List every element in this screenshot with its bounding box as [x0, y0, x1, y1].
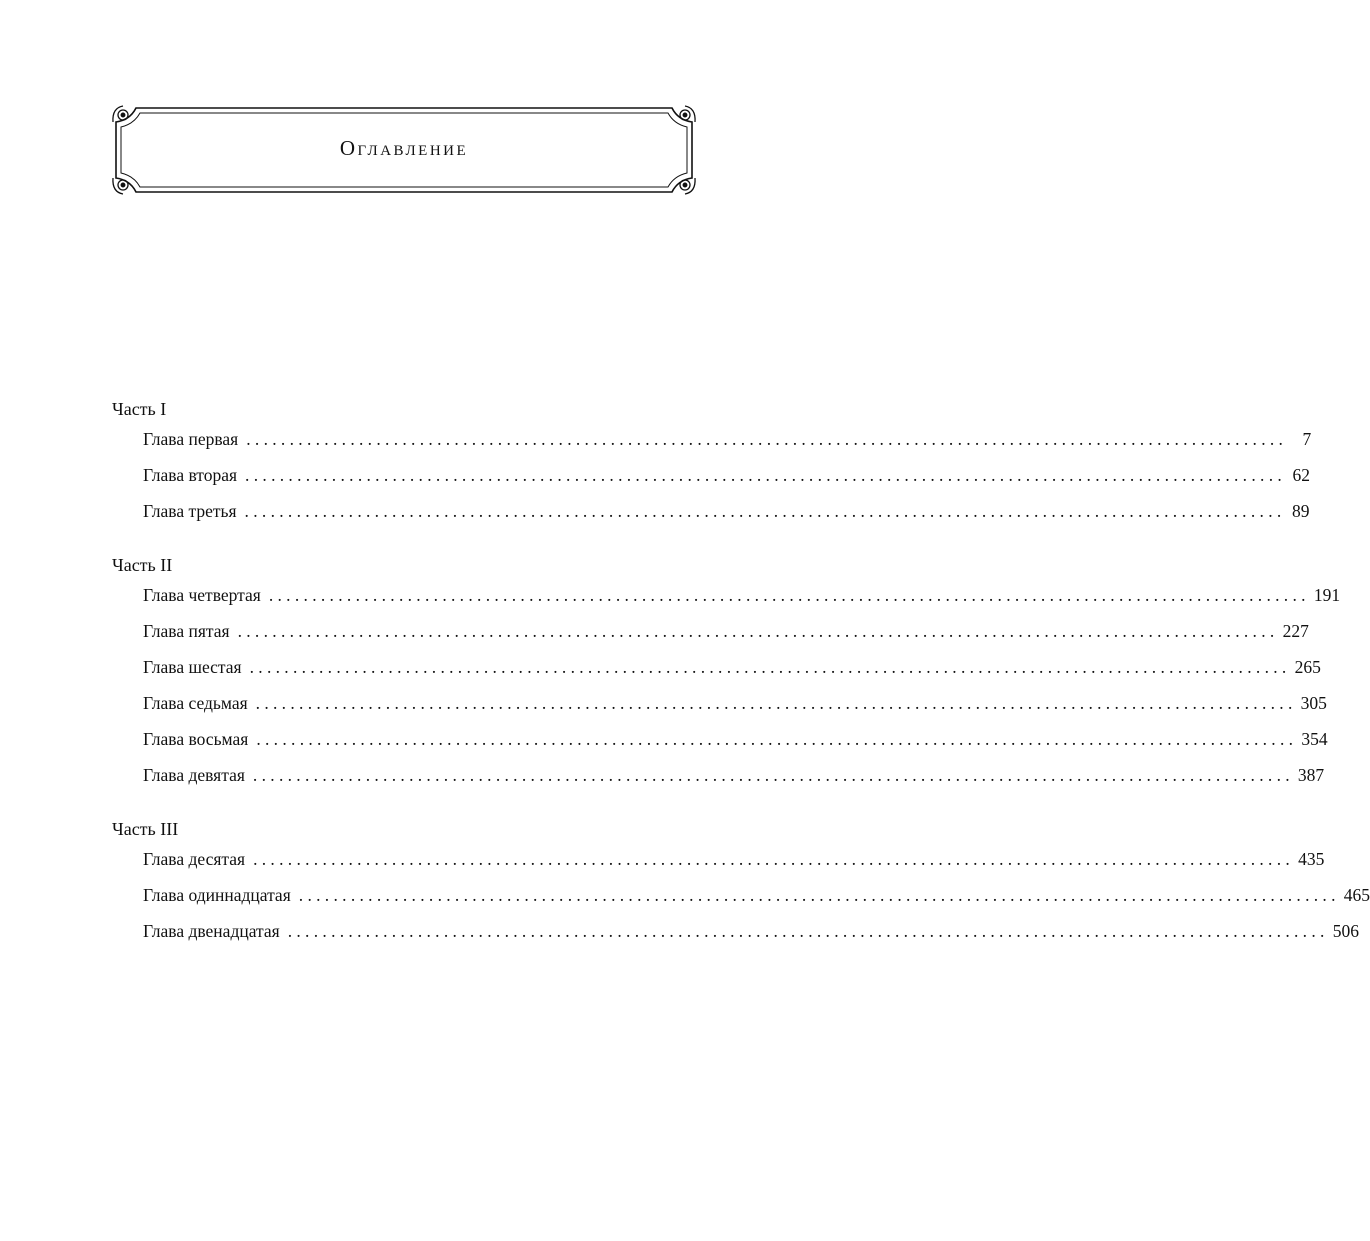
chapter-title: Глава первая — [143, 429, 239, 449]
toc-entry[interactable] — [112, 848, 1325, 884]
toc-entry[interactable] — [112, 428, 1312, 464]
page-number: 506 — [1332, 921, 1359, 941]
dot-leader: ........................................................................................................................ — [252, 765, 1294, 785]
table-of-contents — [112, 398, 1370, 974]
page-number: 265 — [1294, 657, 1321, 677]
toc-entry[interactable] — [112, 920, 1359, 956]
toc-entry[interactable] — [112, 884, 1370, 920]
chapter-title: Глава одиннадцатая — [143, 885, 291, 905]
chapter-list — [112, 584, 1341, 800]
dot-leader: ........................................................................................................................ — [237, 621, 1279, 641]
page-number: 465 — [1343, 885, 1370, 905]
chapter-title: Глава седьмая — [143, 693, 248, 713]
page-number: 354 — [1301, 729, 1328, 749]
part-heading: Часть III — [112, 819, 179, 839]
toc-entry[interactable] — [112, 464, 1311, 500]
dot-leader: ........................................................................................................................ — [249, 657, 1291, 677]
chapter-title: Глава девятая — [143, 765, 245, 785]
chapter-title: Глава шестая — [143, 657, 242, 677]
dot-leader: ........................................................................................................................ — [256, 729, 1298, 749]
dot-leader: ........................................................................................................................ — [244, 501, 1286, 521]
dot-leader: ........................................................................................................................ — [268, 585, 1310, 605]
toc-entry[interactable] — [112, 692, 1327, 728]
chapter-list — [112, 428, 1312, 536]
page-number: 191 — [1313, 585, 1341, 605]
page-number: 435 — [1298, 849, 1325, 869]
part-heading: Часть II — [112, 555, 173, 575]
dot-leader: ........................................................................................................................ — [255, 693, 1297, 713]
chapter-title: Глава двенадцатая — [143, 921, 280, 941]
page-number: 7 — [1302, 429, 1312, 449]
chapter-title: Глава третья — [143, 501, 237, 521]
chapter-title: Глава пятая — [143, 621, 230, 641]
page-number: 387 — [1297, 765, 1325, 785]
page-number: 227 — [1282, 621, 1309, 641]
page-number: 89 — [1292, 501, 1310, 521]
chapter-title: Глава вторая — [143, 465, 238, 485]
dot-leader: ........................................................................................................................ — [245, 465, 1287, 485]
dot-leader: ........................................................................................................................ — [287, 921, 1329, 941]
toc-entry[interactable] — [112, 764, 1325, 800]
toc-entry[interactable] — [112, 500, 1310, 536]
page-number: 305 — [1300, 693, 1327, 713]
toc-entry[interactable] — [112, 656, 1321, 692]
page-number: 62 — [1292, 465, 1311, 485]
toc-entry[interactable] — [112, 728, 1328, 764]
toc-entry[interactable] — [112, 620, 1309, 656]
dot-leader: ........................................................................................................................ — [246, 429, 1288, 449]
title-frame — [108, 100, 700, 200]
dot-leader: ........................................................................................................................ — [298, 885, 1340, 905]
dot-leader: ........................................................................................................................ — [253, 849, 1295, 869]
page-title: Оглавление — [339, 136, 469, 160]
chapter-list — [112, 848, 1370, 956]
chapter-title: Глава восьмая — [143, 729, 249, 749]
part-heading: Часть I — [112, 399, 167, 419]
chapter-title: Глава четвертая — [143, 585, 261, 605]
chapter-title: Глава десятая — [143, 849, 246, 869]
toc-entry[interactable] — [112, 584, 1341, 620]
